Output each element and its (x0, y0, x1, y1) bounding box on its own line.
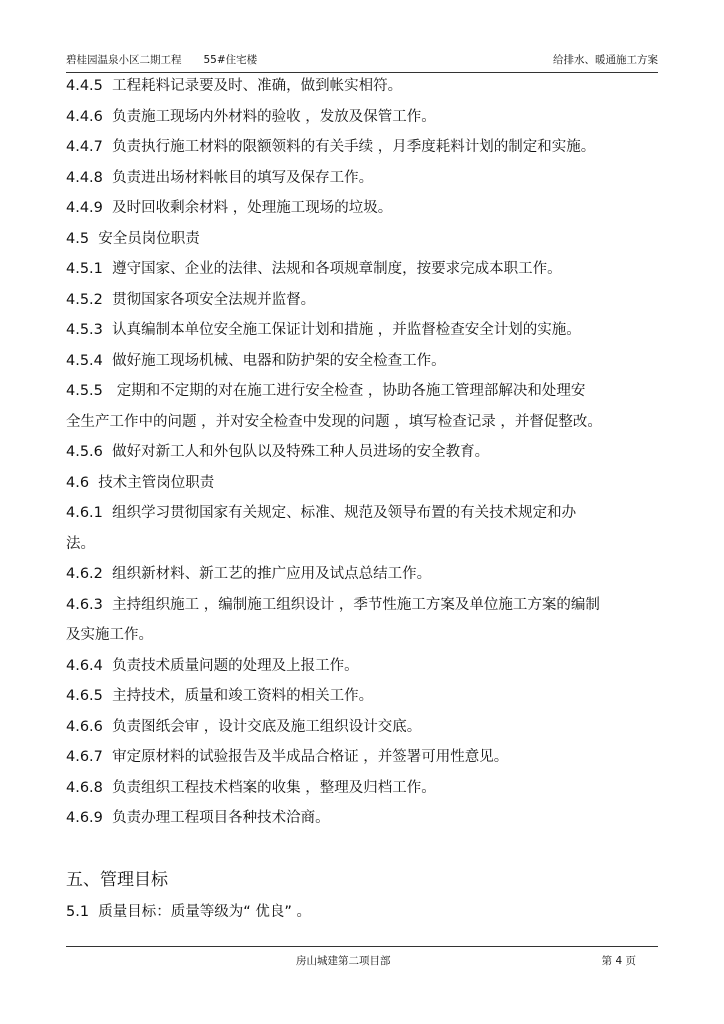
text-line (66, 625, 153, 645)
text-line (66, 381, 585, 401)
line-number: 4.5.3 (66, 322, 103, 338)
line-text: 技术主管岗位职责 (98, 474, 215, 491)
line-text: 负责组织工程技术档案的收集 ，整理及归档工作。 (112, 779, 436, 796)
line-number: 4.6.6 (66, 718, 103, 735)
line-text: 负责执行施工材料的限额领料的有关手续 ，月季度耗料计划的制定和实施。 (112, 139, 596, 155)
line-text: 做好对新工人和外包队以及特殊工种人员进场的安全教育。 (112, 444, 490, 460)
text-line (66, 259, 562, 279)
line-text: 质量目标：质量等级为“ 优良” 。 (98, 904, 312, 920)
header-project: 碧桂园温泉小区二期工程 (66, 54, 182, 66)
line-number: 4.6 (66, 474, 90, 491)
text-line (66, 595, 600, 615)
line-text: 审定原材料的试验报告及半成品合格证 ，并签署可用性意见。 (112, 749, 509, 765)
line-number: 4.6.4 (66, 657, 103, 674)
text-line (66, 229, 200, 249)
line-text: 组织新材料、新工艺的推广应用及试点总结工作。 (112, 566, 432, 582)
text-line (66, 137, 595, 157)
line-number: 4.4.7 (66, 139, 103, 155)
text-line (66, 717, 421, 737)
line-number: 4.6.5 (66, 688, 103, 704)
text-line (66, 564, 431, 584)
text-line (66, 442, 489, 462)
line-number: 4.4.6 (66, 108, 103, 125)
line-text: 负责施工现场内外材料的验收 ，发放及保管工作。 (112, 108, 436, 125)
line-number: 4.5.4 (66, 352, 103, 369)
line-text: 全生产工作中的问题 ，并对安全检查中发现的问题 ，填写检查记录 ，并督促整改。 (66, 413, 602, 430)
line-text: 定期和不定期的对在施工进行安全检查 ，协助各施工管理部解决和处理安 (112, 383, 586, 399)
text-line (66, 168, 373, 188)
line-number: 5.1 (66, 904, 90, 920)
text-line (66, 76, 402, 96)
line-text: 工程耗料记录要及时、准确，做到帐实相符。 (112, 78, 403, 94)
line-number: 4.5.6 (66, 444, 103, 460)
page-footer (66, 946, 658, 967)
line-number: 4.5.5 (66, 383, 103, 399)
line-text: 负责图纸会审 ，设计交底及施工组织设计交底。 (112, 718, 422, 735)
line-number: 4.5 (66, 230, 90, 247)
header-doc-type: 给排水、暖通施工方案 (553, 54, 658, 66)
footer-page: 第 4 页 (601, 955, 636, 967)
text-line (66, 107, 436, 127)
line-text: 做好施工现场机械、电器和防护架的安全检查工作。 (112, 352, 446, 369)
text-line (66, 412, 602, 432)
line-text: 法。 (66, 535, 95, 552)
text-line (66, 808, 330, 828)
text-line (66, 778, 436, 798)
line-text: 贯彻国家各项安全法规并监督。 (112, 291, 316, 308)
footer-org: 房山城建第二项目部 (296, 955, 391, 967)
line-text: 负责进出场材料帐目的填写及保存工作。 (112, 169, 374, 186)
line-number: 4.4.9 (66, 200, 103, 216)
line-text: 安全员岗位职责 (98, 230, 200, 247)
line-text: 遵守国家、企业的法律、法规和各项规章制度，按要求完成本职工作。 (112, 261, 562, 277)
line-text: 负责技术质量问题的处理及上报工作。 (112, 657, 359, 674)
text-line (66, 534, 95, 554)
text-line (66, 320, 581, 340)
line-text: 组织学习贯彻国家有关规定、标准、规范及领导布置的有关技术规定和办 (112, 505, 577, 521)
line-number: 4.6.8 (66, 779, 103, 796)
text-line (66, 747, 508, 767)
section-5-1-line (66, 902, 311, 922)
line-text: 主持组织施工 ，编制施工组织设计 ，季节性施工方案及单位施工方案的编制 (112, 596, 600, 613)
line-number: 4.6.2 (66, 566, 103, 582)
text-line (66, 473, 214, 493)
text-line (66, 686, 373, 706)
line-number: 4.5.2 (66, 291, 103, 308)
line-number: 4.4.8 (66, 169, 103, 186)
line-number: 4.5.1 (66, 261, 103, 277)
line-number: 4.6.7 (66, 749, 103, 765)
line-number: 4.6.1 (66, 505, 103, 521)
page-header (66, 52, 658, 73)
text-line (66, 503, 576, 523)
header-building: 55#住宅楼 (203, 54, 258, 66)
line-number: 4.6.3 (66, 596, 103, 613)
line-text: 及时回收剩余材料 ，处理施工现场的垃圾。 (112, 200, 393, 216)
line-number: 4.4.5 (66, 78, 103, 94)
line-text: 认真编制本单位安全施工保证计划和措施 ，并监督检查安全计划的实施。 (112, 322, 581, 338)
line-text: 负责办理工程项目各种技术洽商。 (112, 810, 330, 826)
line-text: 主持技术，质量和竣工资料的相关工作。 (112, 688, 374, 704)
text-line (66, 290, 315, 310)
section-5-heading: 五、管理目标 (66, 870, 168, 890)
line-number: 4.6.9 (66, 810, 103, 826)
text-line (66, 351, 446, 371)
text-line (66, 656, 359, 676)
text-line (66, 198, 392, 218)
line-text: 及实施工作。 (66, 627, 153, 643)
